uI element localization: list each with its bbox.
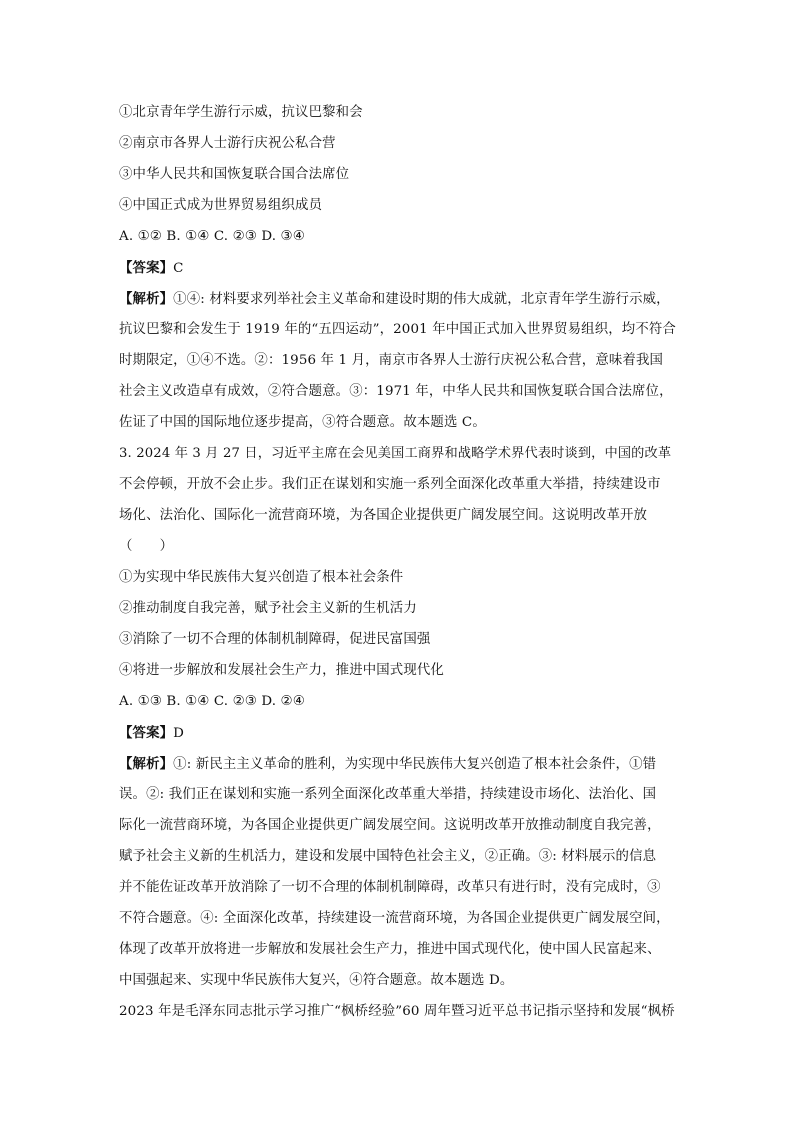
- q2-option-2: ②南京市各界人士游行庆祝公私合营: [119, 136, 336, 151]
- q3-option-3: ③消除了一切不合理的体制机制障碍，促进民富国强: [119, 632, 431, 647]
- analysis-text: ①④: 材料要求列举社会主义革命和建设时期的伟大成就，北京青年学生游行示威，: [173, 292, 670, 307]
- q3-analysis-line-3: 际化一流营商环境，为各国企业提供更广阔发展空间。这说明改革开放推动制度自我完善，: [119, 818, 661, 833]
- q3-stem-line-3: 场化、法治化、国际化一流营商环境，为各国企业提供更广阔发展空间。这说明改革开放: [119, 508, 648, 523]
- q3-stem-line-4: （ ）: [119, 539, 174, 554]
- q3-stem-line-1: 3. 2024 年 3 月 27 日，习近平主席在会见美国工商界和战略学术界代表时谈到，中国的改革: [119, 446, 672, 461]
- q2-analysis-line-1: [119, 289, 679, 310]
- q2-option-4: ④中国正式成为世界贸易组织成员: [119, 198, 323, 213]
- analysis-label: 【解析】: [119, 756, 174, 772]
- q3-option-2: ②推动制度自我完善，赋予社会主义新的生机活力: [119, 601, 417, 616]
- answer-value: C: [173, 261, 184, 276]
- q2-option-1: ①北京青年学生游行示威，抗议巴黎和会: [119, 105, 363, 120]
- q2-analysis-line-2: 抗议巴黎和会发生于 1919 年的“五四运动”，2001 年中国正式加入世界贸易组织，均不符合: [119, 322, 676, 337]
- answer-label: 【答案】: [119, 260, 174, 276]
- q2-analysis-line-5: 佐证了中国的国际地位逐步提高，③符合题意。故本题选 C。: [119, 415, 486, 430]
- q3-analysis-line-6: 不符合题意。④: 全面深化改革，持续建设一流营商环境，为各国企业提供更广阔发展空间，: [119, 911, 670, 926]
- q3-analysis-line-8: 中国强起来、实现中华民族伟大复兴，④符合题意。故本题选 D。: [119, 973, 514, 988]
- q3-choices: A. ①③ B. ①④ C. ②③ D. ②④: [119, 694, 305, 709]
- q3-option-4: ④将进一步解放和发展社会生产力，推进中国式现代化: [119, 663, 444, 678]
- q4-stem-line-1: 2023 年是毛泽东同志批示学习推广“枫桥经验”60 周年暨习近平总书记指示坚持和发展“枫桥: [119, 1004, 675, 1019]
- q3-stem-line-2: 不会停顿，开放不会止步。我们正在谋划和实施一系列全面深化改革重大举措，持续建设市: [119, 477, 661, 492]
- analysis-text: ①: 新民主主义革命的胜利，为实现中华民族伟大复兴创造了根本社会条件，①错: [173, 757, 657, 772]
- answer-value: D: [173, 726, 185, 741]
- q2-analysis-line-4: 社会主义改造卓有成效，②符合题意。③：1971 年，中华人民共和国恢复联合国合法席位，: [119, 384, 673, 399]
- q3-analysis-line-5: 并不能佐证改革开放消除了一切不合理的体制机制障碍，改革只有进行时，没有完成时，③: [119, 880, 661, 895]
- q3-analysis-line-4: 赋予社会主义新的生机活力，建设和发展中国特色社会主义，②正确。③: 材料展示的信息: [119, 849, 657, 864]
- q2-analysis-line-3: 时期限定，①④不选。②：1956 年 1 月，南京市各界人士游行庆祝公私合营，意味着我国: [119, 353, 664, 368]
- q3-analysis-line-2: 误。②: 我们正在谋划和实施一系列全面深化改革重大举措，持续建设市场化、法治化、国: [119, 787, 657, 802]
- q2-choices: A. ①② B. ①④ C. ②③ D. ③④: [119, 229, 305, 244]
- q2-answer: [119, 258, 679, 279]
- q2-option-3: ③中华人民共和国恢复联合国合法席位: [119, 167, 350, 182]
- analysis-label: 【解析】: [119, 291, 174, 307]
- q3-answer: [119, 723, 679, 744]
- answer-label: 【答案】: [119, 725, 174, 741]
- q3-analysis-line-7: 体现了改革开放将进一步解放和发展社会生产力，推进中国式现代化，使中国人民富起来、: [119, 942, 661, 957]
- q3-option-1: ①为实现中华民族伟大复兴创造了根本社会条件: [119, 570, 404, 585]
- q3-analysis-line-1: [119, 754, 679, 775]
